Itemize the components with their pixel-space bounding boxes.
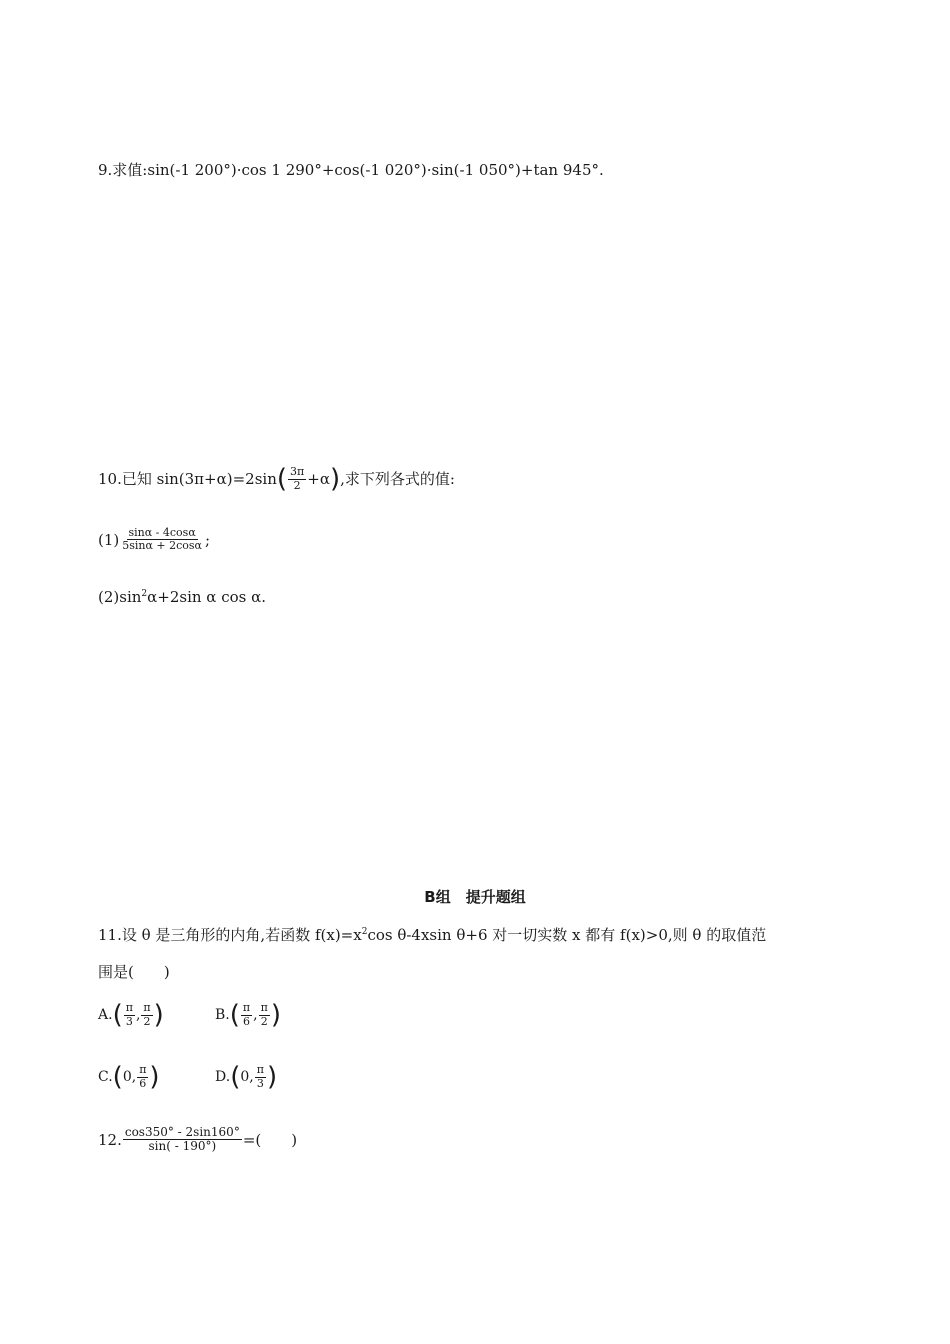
superscript: 2 [141, 589, 148, 599]
group-b-title: B组 提升题组 [424, 888, 526, 906]
fraction-numerator: π [256, 1063, 264, 1077]
q10-suffix: ,求下列各式的值: [340, 470, 455, 488]
q12-label: 12. [98, 1130, 122, 1149]
fraction-denominator: 2 [293, 478, 301, 492]
question-11-line-2: 围是( ) [98, 963, 170, 981]
option-fraction [255, 1064, 266, 1089]
option-fraction [137, 1064, 148, 1089]
question-10-part-1 [98, 527, 210, 552]
superscript: 2 [361, 927, 368, 937]
option-fraction [124, 1002, 135, 1027]
fraction-numerator: 3π [290, 465, 305, 479]
question-9: 9.求值:sin(-1 200°)·cos 1 290°+cos(-1 020°)·sin(-1 050°)+tan 945°. [98, 161, 604, 179]
question-11-line-1 [98, 922, 766, 945]
part-1-fraction [120, 527, 204, 552]
option-label: C. [98, 1069, 113, 1085]
question-10 [98, 466, 455, 492]
q10-prefix: 10.已知 sin(3π+α)=2sin [98, 470, 277, 488]
option-a[interactable]: A. ( $\frac{\pi}{3}$ , $\frac{\pi}{2}$ ) [98, 1000, 164, 1030]
option-d[interactable] [215, 1064, 277, 1090]
question-10-part-2 [98, 584, 266, 607]
option-label: D. [215, 1069, 231, 1085]
part-2-text-a: (2)sin [98, 588, 142, 606]
fraction-numerator: π [143, 1001, 151, 1015]
question-12 [98, 1126, 297, 1153]
fraction-numerator: cos350° - 2sin160° [124, 1125, 240, 1139]
right-paren: ) [149, 1062, 160, 1092]
right-paren: ) [329, 464, 341, 494]
fraction-numerator: π [260, 1001, 268, 1015]
fraction-denominator: 6 [139, 1076, 147, 1090]
fraction-numerator: π [125, 1001, 133, 1015]
q10-fraction [288, 466, 306, 491]
left-paren: ( [276, 464, 288, 494]
left-paren: ( [112, 1000, 123, 1030]
q10-inner: +α [307, 470, 330, 488]
fraction-numerator: π [242, 1001, 251, 1015]
right-paren: ) [153, 1000, 164, 1030]
option-label: A. [98, 1007, 113, 1023]
left-paren: ( [229, 1000, 240, 1030]
q12-fraction [123, 1126, 242, 1153]
option-first-value: 0, [122, 1069, 137, 1085]
fraction-denominator: sin( - 190°) [148, 1139, 217, 1154]
fraction-denominator: 3 [256, 1076, 264, 1090]
fraction-numerator: π [139, 1063, 147, 1077]
fraction-denominator: 2 [143, 1014, 151, 1028]
option-label: B. [215, 1007, 230, 1023]
option-c[interactable] [98, 1064, 160, 1090]
q11-text-a: 11.设 θ 是三角形的内角,若函数 f(x)=x [98, 926, 362, 944]
q12-tail: =( ) [242, 1130, 298, 1149]
option-fraction [141, 1002, 152, 1027]
fraction-numerator: sinα - 4cosα [128, 526, 196, 539]
option-b[interactable]: B. ( $\frac{\pi}{6}$ , $\frac{\pi}{2}$ ) [215, 1000, 281, 1030]
fraction-denominator: 3 [125, 1014, 133, 1028]
right-paren: ) [270, 1000, 281, 1030]
left-paren: ( [112, 1062, 123, 1092]
fraction-denominator: 5sinα + 2cosα [122, 539, 202, 553]
option-first-value: 0, [240, 1069, 254, 1085]
option-fraction [259, 1002, 270, 1027]
fraction-denominator: 6 [243, 1014, 251, 1028]
left-paren: ( [230, 1062, 241, 1092]
option-fraction [241, 1002, 252, 1027]
part-2-text-b: α+2sin α cos α. [147, 588, 266, 606]
part-label: (1) [98, 530, 120, 549]
fraction-denominator: 2 [260, 1014, 268, 1028]
right-paren: ) [266, 1062, 278, 1092]
q11-text-b: cos θ-4xsin θ+6 对一切实数 x 都有 f(x)>0,则 θ 的取值范 [367, 926, 767, 944]
part-1-tail: ; [205, 530, 211, 549]
